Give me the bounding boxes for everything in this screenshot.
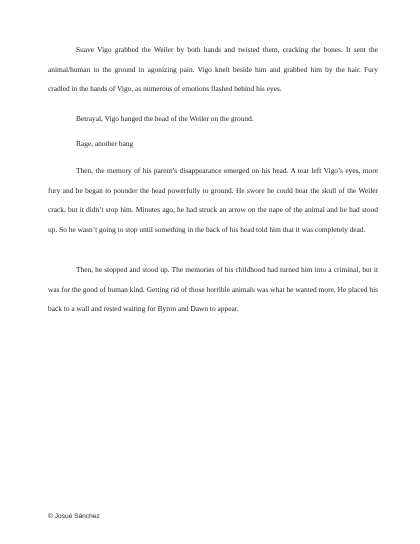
paragraph-1: Suave Vigo grabbed the Weiler by both hands and twisted them, cracking the bones. It sent the animal/human to the ground in agonizing pain. Vigo knelt beside him and grabbed him by the hair. Fury cradled in the hands of Vigo, as numerous of emotions flashed behind his eyes. [48,45,378,93]
paragraph-4: Then, the memory of his parent’s disappearance emerged on his head. A tear left Vigo’s eyes, more fury and he began to pounder the head powerfully to ground. He swore he could hear the skull of the Weiler crack, but it didn’t stop him. Minutes ago, he had struck an arrow on the nape of the animal and he had stood up. So he wasn’t going to stop until something in the back of his head told him that it was completely dead. [48,166,378,234]
paragraph-3: Rage, another bang [76,139,134,148]
paragraph-5: Then, he stopped and stood up. The memories of his childhood had turned him into a criminal, but it was for the good of human kind. Getting rid of those horrible animals was what he wanted more. He placed his back to a wall and rested waiting for Byron and Dawn to appear. [48,265,378,313]
copyright-footer: © Josué Sánchez [48,513,100,520]
paragraph-2: Betrayal, Vigo banged the head of the Weiler on the ground. [76,114,254,123]
